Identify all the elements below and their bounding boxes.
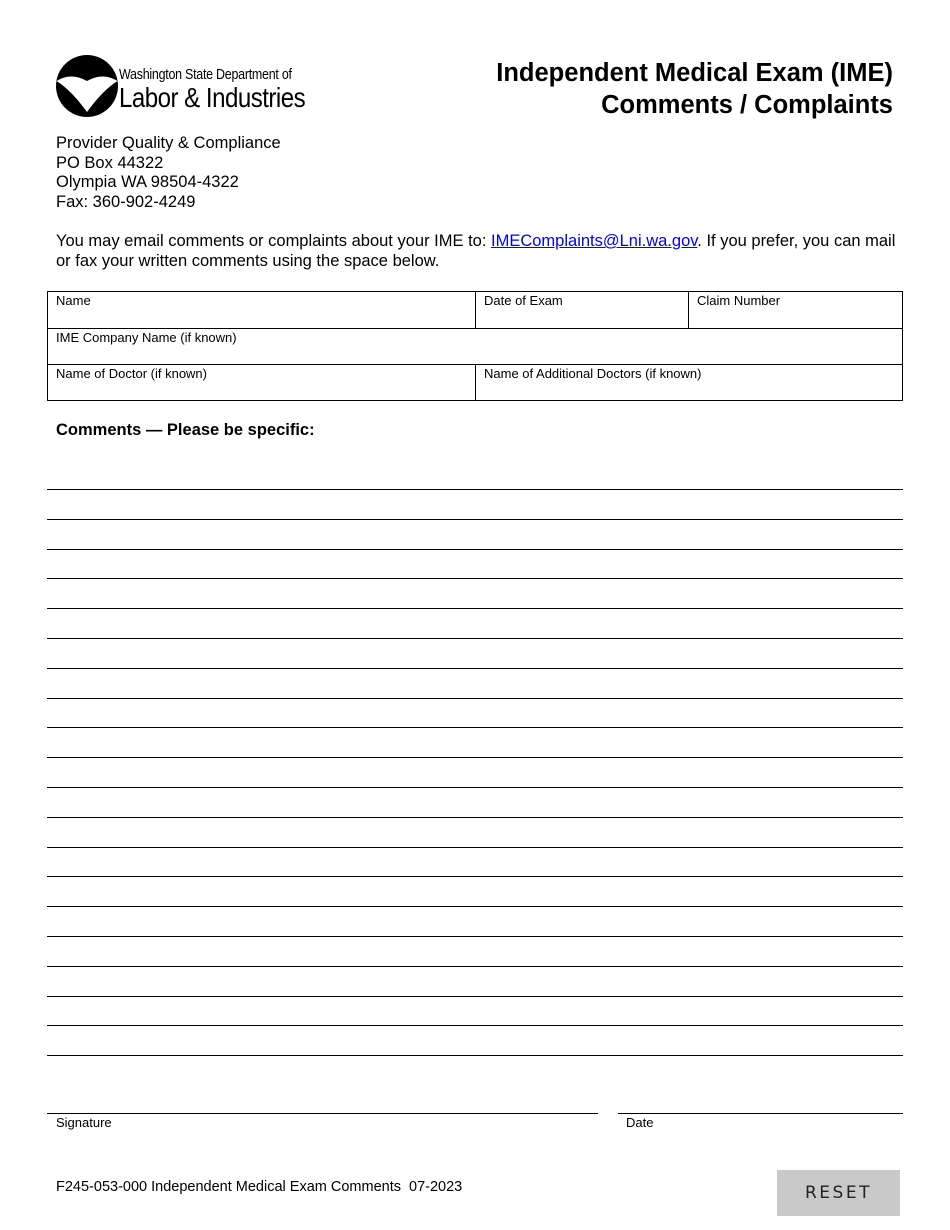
claim-number-label: Claim Number (697, 293, 781, 308)
additional-doctors-field[interactable] (476, 365, 902, 400)
address-fax: Fax: 360-902-4249 (56, 192, 196, 211)
page-title-line-1: Independent Medical Exam (IME) (496, 59, 893, 87)
mailing-address (56, 134, 281, 212)
date-of-exam-label: Date of Exam (484, 293, 563, 308)
comment-rule-line (47, 847, 903, 848)
signature-label: Signature (56, 1115, 112, 1130)
page-title-line-2: Comments / Complaints (601, 91, 893, 119)
doctor-name-label: Name of Doctor (if known) (56, 366, 207, 381)
ime-company-field[interactable] (48, 329, 902, 364)
comment-rule-line (47, 1025, 903, 1026)
logo-agency-text: Labor & Industries (119, 82, 306, 113)
signature-field[interactable] (47, 1060, 598, 1113)
comment-rule-line (47, 966, 903, 967)
comment-rule-line (47, 817, 903, 818)
comments-textarea[interactable] (47, 445, 903, 1055)
intro-paragraph (56, 231, 906, 271)
comment-rule-line (47, 936, 903, 937)
claimant-info-table (47, 291, 903, 401)
comment-rule-line (47, 757, 903, 758)
comment-rule-line (47, 489, 903, 490)
email-link[interactable]: IMEComplaints@Lni.wa.gov (491, 232, 698, 250)
address-dept: Provider Quality & Compliance (56, 134, 281, 152)
comment-rule-line (47, 549, 903, 550)
ime-company-label: IME Company Name (if known) (56, 330, 237, 345)
comment-rule-line (47, 996, 903, 997)
doctor-name-field[interactable] (48, 365, 475, 400)
date-line (618, 1113, 903, 1114)
date-field[interactable] (618, 1060, 903, 1113)
additional-doctors-label: Name of Additional Doctors (if known) (484, 366, 702, 381)
comment-rule-line (47, 578, 903, 579)
name-field[interactable] (48, 292, 475, 328)
comment-rule-line (47, 787, 903, 788)
comment-rule-line (47, 519, 903, 520)
signature-line (47, 1113, 598, 1114)
form-id: F245-053-000 Independent Medical Exam Comments 07-2023 (56, 1179, 463, 1195)
comment-rule-line (47, 668, 903, 669)
logo-department-text: Washington State Department of (119, 67, 292, 83)
comment-rule-line (47, 906, 903, 907)
comment-rule-line (47, 698, 903, 699)
comment-rule-line (47, 608, 903, 609)
comments-label: Comments — Please be specific: (56, 421, 315, 439)
page-title (496, 57, 893, 121)
reset-button[interactable]: RESET (777, 1170, 900, 1216)
intro-text-end: . If you prefer, you can mail or fax your written comments using the space below. (56, 232, 896, 270)
name-label: Name (56, 293, 91, 308)
intro-text-start: You may email comments or complaints about your IME to: (56, 232, 491, 250)
date-of-exam-field[interactable] (476, 292, 688, 328)
comment-rule-line (47, 876, 903, 877)
address-city: Olympia WA 98504-4322 (56, 173, 239, 191)
lni-seal-icon (55, 54, 119, 118)
comment-rule-line (47, 638, 903, 639)
comment-rule-line (47, 727, 903, 728)
comment-rule-line (47, 1055, 903, 1056)
address-po-box: PO Box 44322 (56, 153, 164, 172)
date-label: Date (626, 1115, 654, 1130)
claim-number-field[interactable] (689, 292, 902, 328)
